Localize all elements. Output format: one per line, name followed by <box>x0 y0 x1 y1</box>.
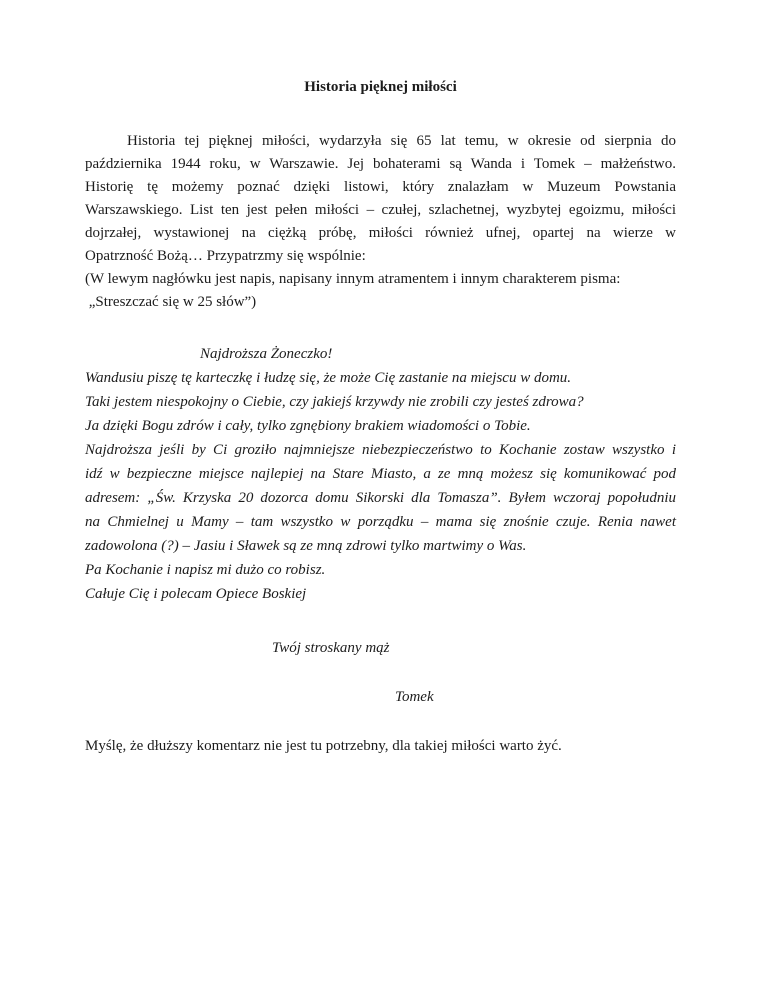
letter-line: adresem: „Św. Krzyska 20 dozorca domu Sikorski dla Tomasza”. Byłem wczoraj popołudniu <box>85 490 676 506</box>
letter-line: Wandusiu piszę tę karteczkę i łudzę się, że może Cię zastanie na miejscu w domu. <box>85 370 572 386</box>
letter-line: na Chmielnej u Mamy – tam wszystko w porządku – mama się znośnie czuje. Renia nawet <box>85 514 676 530</box>
intro-line: Warszawskiego. List ten jest pełen miłości – czułej, szlachetnej, wyzbytej egoizmu, miłości <box>85 202 676 218</box>
letter-line: Pa Kochanie i napisz mi dużo co robisz. <box>85 562 326 578</box>
intro-line: Historia tej pięknej miłości, wydarzyła się 65 lat temu, w okresie od sierpnia do <box>127 133 676 149</box>
letter-line: zadowolona (?) – Jasiu i Sławek są ze mną zdrowi tylko martwimy o Was. <box>85 538 527 554</box>
letter-salutation: Najdroższa Żoneczko! <box>200 346 333 362</box>
intro-line: Opatrzność Bożą… Przypatrzmy się wspólnie: <box>85 248 366 264</box>
letter-line: idź w bezpieczne miejsce najlepiej na Stare Miasto, a ze mną możesz się komunikować pod <box>85 466 676 482</box>
intro-paragraph <box>85 130 676 268</box>
intro-line: października 1944 roku, w Warszawie. Jej bohaterami są Wanda i Tomek – małżeństwo. <box>85 156 676 172</box>
intro-line: Historię tę możemy poznać dzięki listowi, który znalazłam w Muzeum Powstania <box>85 179 676 195</box>
letter-closing: Twój stroskany mąż <box>272 640 390 656</box>
note-line: „Streszczać się w 25 słów”) <box>85 294 257 310</box>
header-note-paragraph <box>85 268 676 314</box>
document-title: Historia pięknej miłości <box>304 79 457 95</box>
note-line: (W lewym nagłówku jest napis, napisany innym atramentem i innym charakterem pisma: <box>85 271 621 287</box>
letter-line: Całuje Cię i polecam Opiece Boskiej <box>85 586 307 602</box>
letter-line: Ja dzięki Bogu zdrów i cały, tylko zgnębiony brakiem wiadomości o Tobie. <box>85 418 531 434</box>
letter-line: Najdroższa jeśli by Ci groziło najmniejsze niebezpieczeństwo to Kochanie zostaw wszystko i <box>85 442 676 458</box>
letter-body <box>85 342 676 709</box>
letter-signature: Tomek <box>395 689 434 705</box>
letter-line: Taki jestem niespokojny o Ciebie, czy jakiejś krzywdy nie zrobili czy jesteś zdrowa? <box>85 394 584 410</box>
intro-line: dojrzałej, wystawionej na ciężką próbę, miłości również ufnej, opartej na wierze w <box>85 225 676 241</box>
commentary-line: Myślę, że dłuższy komentarz nie jest tu potrzebny, dla takiej miłości warto żyć. <box>85 738 562 754</box>
